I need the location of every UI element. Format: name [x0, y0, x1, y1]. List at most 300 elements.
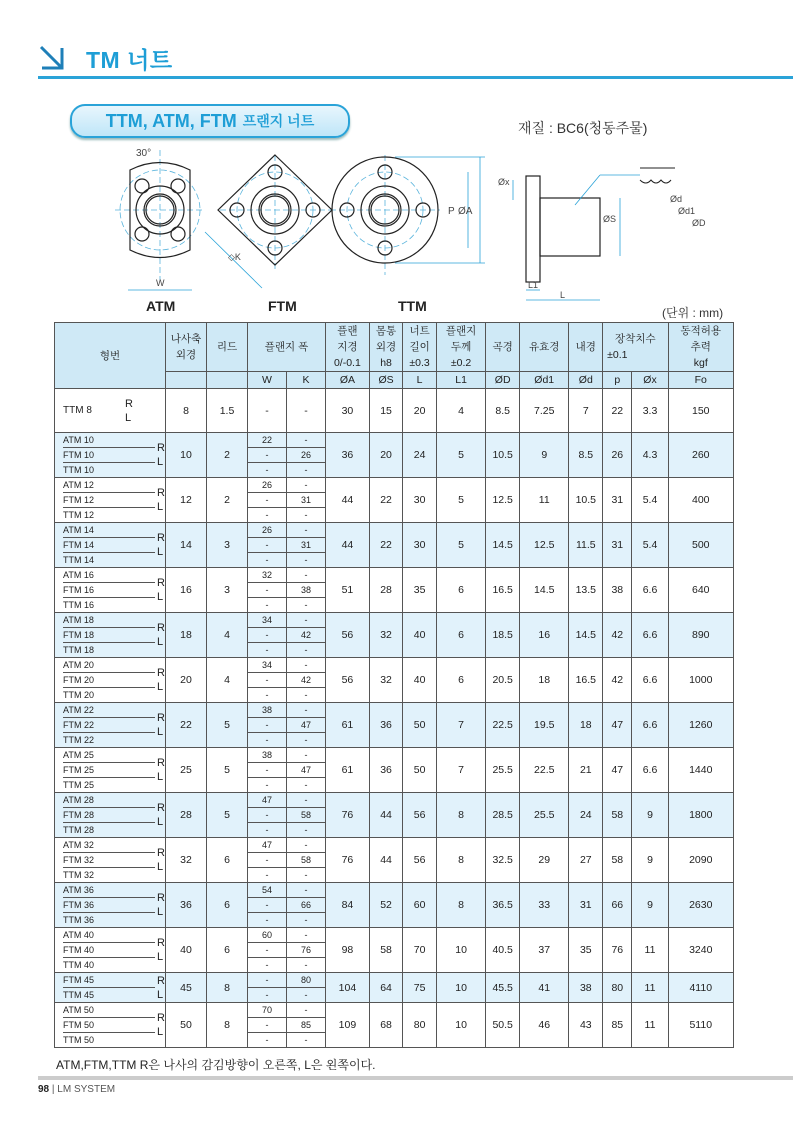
- screw-od-cell: 16: [166, 568, 207, 613]
- model-name: FTM 10: [63, 448, 155, 463]
- subheader-cell: ØD: [486, 372, 520, 389]
- flange-w-value: -: [265, 645, 269, 655]
- mount-x-cell: 11: [632, 973, 668, 1003]
- flange-w-value: 47: [248, 838, 286, 853]
- mount-p-cell: 80: [603, 973, 632, 1003]
- th-load: 동적허용 추력 kgf: [668, 323, 733, 372]
- minor-dia-cell: 21: [569, 748, 603, 793]
- body-od-cell: 28: [369, 568, 402, 613]
- effective-dia-cell: 33: [520, 883, 569, 928]
- thread-direction: L: [157, 951, 164, 963]
- lead-cell: 6: [207, 883, 248, 928]
- nut-length-cell: 75: [403, 973, 437, 1003]
- major-dia-cell: 22.5: [486, 703, 520, 748]
- mount-p-cell: 38: [603, 568, 632, 613]
- label-ttm: TTM: [398, 298, 427, 314]
- body-od-cell: 36: [369, 748, 402, 793]
- minor-dia-cell: 11.5: [569, 523, 603, 568]
- mount-x-cell: 6.6: [632, 748, 668, 793]
- lead-cell: 6: [207, 838, 248, 883]
- effective-dia-cell: 14.5: [520, 568, 569, 613]
- model-name: ATM 32: [63, 838, 155, 853]
- table-row: [55, 478, 734, 523]
- lead-cell: 3: [207, 568, 248, 613]
- flange-k-value: -: [287, 478, 325, 493]
- thread-direction: L: [157, 501, 164, 513]
- table-row: [55, 1003, 734, 1048]
- flange-k-value: -: [304, 600, 308, 610]
- load-cell: 3240: [668, 928, 733, 973]
- table-row: [55, 748, 734, 793]
- major-dia-cell: 14.5: [486, 523, 520, 568]
- mount-x-cell: 5.4: [632, 523, 668, 568]
- model-cell: [55, 973, 166, 1003]
- model-name: ATM 50: [63, 1003, 155, 1018]
- flange-w-value: -: [248, 583, 286, 598]
- effective-dia-cell: 19.5: [520, 703, 569, 748]
- screw-od-cell: 28: [166, 793, 207, 838]
- flange-w-cell: [248, 928, 287, 973]
- mount-x-cell: 9: [632, 883, 668, 928]
- screw-od-cell: 50: [166, 1003, 207, 1048]
- flange-k-cell: [287, 703, 326, 748]
- subheader-cell: L: [403, 372, 437, 389]
- nut-length-cell: 80: [403, 1003, 437, 1048]
- flange-dia-cell: 56: [326, 613, 370, 658]
- screw-od-cell: 12: [166, 478, 207, 523]
- flange-w-cell: [248, 793, 287, 838]
- mount-x-cell: 6.6: [632, 568, 668, 613]
- flange-w-value: -: [248, 898, 286, 913]
- flange-dia-cell: 109: [326, 1003, 370, 1048]
- flange-k-value: -: [287, 433, 325, 448]
- flange-k-value: -: [287, 568, 325, 583]
- lead-cell: 8: [207, 973, 248, 1003]
- th-flange-thk: 플랜지 두께 ±0.2: [436, 323, 485, 372]
- mount-x-cell: 11: [632, 928, 668, 973]
- flange-w-value: -: [265, 510, 269, 520]
- flange-k-value: -: [287, 703, 325, 718]
- flange-w-cell: [248, 568, 287, 613]
- page-title: TM 너트: [86, 46, 173, 73]
- table-row: [55, 613, 734, 658]
- load-cell: 260: [668, 433, 733, 478]
- load-cell: 890: [668, 613, 733, 658]
- table-row: [55, 928, 734, 973]
- flange-w-cell: [248, 883, 287, 928]
- flange-thk-cell: 8: [436, 883, 485, 928]
- flange-k-cell: [287, 838, 326, 883]
- flange-k-cell: [287, 433, 326, 478]
- flange-k-cell: [287, 613, 326, 658]
- flange-k-value: -: [304, 1035, 308, 1045]
- flange-w-value: -: [248, 673, 286, 688]
- model-name: TTM 40: [63, 960, 95, 970]
- th-flange-dia: 플랜 지경 0/-0.1: [326, 323, 370, 372]
- flange-dia-cell: 104: [326, 973, 370, 1003]
- model-cell: [55, 523, 166, 568]
- minor-dia-cell: 18: [569, 703, 603, 748]
- mount-p-cell: 42: [603, 658, 632, 703]
- subheader-cell: L1: [436, 372, 485, 389]
- header-divider: [38, 76, 793, 79]
- flange-w-cell: [248, 838, 287, 883]
- minor-dia-cell: 27: [569, 838, 603, 883]
- screw-od-cell: 36: [166, 883, 207, 928]
- table-row: [55, 703, 734, 748]
- model-name: FTM 16: [63, 583, 155, 598]
- major-dia-cell: 25.5: [486, 748, 520, 793]
- model-name: ATM 36: [63, 883, 155, 898]
- flange-w-value: 34: [248, 613, 286, 628]
- thread-profile: [640, 168, 675, 183]
- body-od-cell: 44: [369, 838, 402, 883]
- mount-p-cell: 47: [603, 703, 632, 748]
- th-model: 형번: [55, 323, 166, 389]
- mount-x-cell: 6.6: [632, 658, 668, 703]
- thread-direction: L: [157, 681, 164, 693]
- model-name: ATM 14: [63, 523, 155, 538]
- model-name: ATM 12: [63, 478, 155, 493]
- flange-k-value: -: [287, 1003, 325, 1018]
- model-name: TTM 8: [63, 404, 92, 416]
- thread-direction: R: [157, 937, 165, 949]
- flange-w-value: 38: [248, 748, 286, 763]
- minor-dia-cell: 43: [569, 1003, 603, 1048]
- flange-k-cell: [287, 883, 326, 928]
- flange-k-value: -: [287, 793, 325, 808]
- model-name: ATM 18: [63, 613, 155, 628]
- model-name: ATM 10: [63, 433, 155, 448]
- thread-direction: L: [157, 988, 164, 1001]
- thread-direction: L: [157, 1026, 164, 1038]
- load-cell: 2090: [668, 838, 733, 883]
- effective-dia-cell: 25.5: [520, 793, 569, 838]
- mount-x-cell: 6.6: [632, 613, 668, 658]
- flange-k-value: -: [287, 883, 325, 898]
- thread-direction: L: [157, 591, 164, 603]
- load-cell: 1800: [668, 793, 733, 838]
- subheader-cell: ØS: [369, 372, 402, 389]
- model-cell: [55, 389, 166, 433]
- screw-od-cell: 10: [166, 433, 207, 478]
- model-cell: [55, 928, 166, 973]
- flange-w-value: -: [265, 780, 269, 790]
- th-lead: 리드: [207, 323, 248, 372]
- model-cell: [55, 433, 166, 478]
- flange-w-value: 26: [248, 523, 286, 538]
- subheader-cell: ØA: [326, 372, 370, 389]
- flange-k-cell: [287, 658, 326, 703]
- flange-k-value: -: [304, 645, 308, 655]
- mount-p-cell: 85: [603, 1003, 632, 1048]
- mount-p-cell: 26: [603, 433, 632, 478]
- model-name: FTM 22: [63, 718, 155, 733]
- effective-dia-cell: 12.5: [520, 523, 569, 568]
- major-dia-cell: 36.5: [486, 883, 520, 928]
- table-row: [55, 658, 734, 703]
- major-dia-cell: 16.5: [486, 568, 520, 613]
- flange-dia-cell: 44: [326, 478, 370, 523]
- model-cell: [55, 478, 166, 523]
- flange-k-value: -: [304, 990, 308, 1000]
- model-cell: [55, 658, 166, 703]
- model-name: ATM 16: [63, 568, 155, 583]
- flange-w-cell: [248, 613, 287, 658]
- unit-label: (단위 : mm): [662, 306, 724, 320]
- side-view: [526, 176, 600, 282]
- dim-d1: Ød1: [678, 206, 696, 216]
- body-od-cell: 64: [369, 973, 402, 1003]
- screw-od-cell: 14: [166, 523, 207, 568]
- table-row: [55, 793, 734, 838]
- model-name: TTM 28: [63, 825, 95, 835]
- flange-thk-cell: 8: [436, 793, 485, 838]
- flange-k-value: 47: [287, 763, 325, 778]
- table-row: [55, 523, 734, 568]
- flange-k-cell: [287, 568, 326, 613]
- flange-w-value: 26: [248, 478, 286, 493]
- thread-direction: L: [157, 636, 164, 648]
- flange-k-value: -: [304, 780, 308, 790]
- flange-k-value: -: [304, 915, 308, 925]
- flange-k-cell: [287, 389, 326, 433]
- dim-a: ØA: [458, 206, 473, 217]
- thread-direction: R: [157, 532, 165, 544]
- brand-name: LM SYSTEM: [57, 1084, 116, 1095]
- mount-x-cell: 4.3: [632, 433, 668, 478]
- flange-thk-cell: 7: [436, 703, 485, 748]
- thread-direction: R: [157, 442, 165, 454]
- screw-od-cell: 40: [166, 928, 207, 973]
- flange-k-cell: [287, 928, 326, 973]
- major-dia-cell: 28.5: [486, 793, 520, 838]
- minor-dia-cell: 35: [569, 928, 603, 973]
- section-title-en: TTM, ATM, FTM: [105, 110, 237, 131]
- flange-k-value: -: [304, 870, 308, 880]
- thread-direction: R: [157, 1012, 165, 1024]
- flange-w-value: -: [248, 808, 286, 823]
- mount-p-cell: 47: [603, 748, 632, 793]
- flange-thk-cell: 10: [436, 973, 485, 1003]
- flange-k-value: 85: [287, 1018, 325, 1033]
- model-name: FTM 12: [63, 493, 155, 508]
- thread-direction: R: [157, 487, 165, 499]
- thread-direction: L: [157, 816, 164, 828]
- mount-p-cell: 66: [603, 883, 632, 928]
- flange-k-value: -: [304, 465, 308, 475]
- page-footer: 98 | LM SYSTEM: [38, 1084, 116, 1095]
- lead-cell: 2: [207, 478, 248, 523]
- flange-dia-cell: 61: [326, 748, 370, 793]
- dim-D: ØD: [692, 218, 706, 228]
- effective-dia-cell: 9: [520, 433, 569, 478]
- model-name: ATM 22: [63, 703, 155, 718]
- nut-length-cell: 35: [403, 568, 437, 613]
- flange-k-value: -: [287, 523, 325, 538]
- footer-divider: [38, 1076, 793, 1080]
- flange-dia-cell: 56: [326, 658, 370, 703]
- nut-length-cell: 56: [403, 793, 437, 838]
- minor-dia-cell: 13.5: [569, 568, 603, 613]
- model-name: TTM 10: [63, 465, 95, 475]
- flange-thk-cell: 7: [436, 748, 485, 793]
- minor-dia-cell: 31: [569, 883, 603, 928]
- body-od-cell: 36: [369, 703, 402, 748]
- body-od-cell: 68: [369, 1003, 402, 1048]
- thread-direction: R: [125, 397, 133, 410]
- flange-w-value: 34: [248, 658, 286, 673]
- minor-dia-cell: 7: [569, 389, 603, 433]
- mount-x-cell: 11: [632, 1003, 668, 1048]
- flange-k-value: 42: [287, 628, 325, 643]
- load-cell: 4110: [668, 973, 733, 1003]
- model-name: TTM 36: [63, 915, 95, 925]
- thread-direction: R: [157, 802, 165, 814]
- screw-od-cell: 32: [166, 838, 207, 883]
- model-name: TTM 50: [63, 1035, 95, 1045]
- arrow-down-right-icon: [38, 44, 66, 72]
- flange-k-value: -: [304, 404, 308, 417]
- flange-w-cell: [248, 703, 287, 748]
- flange-thk-cell: 5: [436, 478, 485, 523]
- th-body-od: 몸통 외경 h8: [369, 323, 402, 372]
- flange-w-value: -: [265, 690, 269, 700]
- mount-p-cell: 58: [603, 838, 632, 883]
- lead-cell: 1.5: [207, 389, 248, 433]
- page-number: 98: [38, 1084, 50, 1095]
- model-name: TTM 32: [63, 870, 95, 880]
- flange-dia-cell: 51: [326, 568, 370, 613]
- flange-w-value: 22: [248, 433, 286, 448]
- model-cell: [55, 703, 166, 748]
- flange-k-value: -: [304, 825, 308, 835]
- thread-direction: L: [157, 726, 164, 738]
- th-mount: 장착치수 ±0.1: [603, 323, 668, 372]
- screw-od-cell: 25: [166, 748, 207, 793]
- model-name: TTM 22: [63, 735, 95, 745]
- thread-direction: R: [157, 622, 165, 634]
- flange-w-value: -: [265, 915, 269, 925]
- dim-d: Ød: [670, 194, 683, 204]
- flange-w-value: -: [248, 973, 286, 988]
- flange-thk-cell: 5: [436, 433, 485, 478]
- model-cell: [55, 568, 166, 613]
- lead-cell: 4: [207, 613, 248, 658]
- th-minor: 내경: [569, 323, 603, 372]
- subheader-cell: W: [248, 372, 287, 389]
- subheader-cell: p: [603, 372, 632, 389]
- label-atm: ATM: [146, 298, 176, 314]
- body-od-cell: 32: [369, 658, 402, 703]
- flange-w-value: -: [265, 990, 269, 1000]
- flange-k-cell: [287, 748, 326, 793]
- th-flange-width: 플랜지 폭: [248, 323, 326, 372]
- flange-k-value: 31: [287, 538, 325, 553]
- mount-x-cell: 3.3: [632, 389, 668, 433]
- dim-l: L: [560, 290, 566, 300]
- major-dia-cell: 32.5: [486, 838, 520, 883]
- major-dia-cell: 8.5: [486, 389, 520, 433]
- minor-dia-cell: 16.5: [569, 658, 603, 703]
- flange-w-value: 70: [248, 1003, 286, 1018]
- mount-p-cell: 42: [603, 613, 632, 658]
- page-header: [38, 38, 173, 78]
- load-cell: 5110: [668, 1003, 733, 1048]
- flange-w-value: 38: [248, 703, 286, 718]
- material-label: 재질 : BC6(청동주물): [518, 120, 648, 136]
- flange-k-value: 47: [287, 718, 325, 733]
- model-name: ATM 20: [63, 658, 155, 673]
- flange-k-cell: [287, 478, 326, 523]
- section-title-badge: [70, 104, 350, 138]
- flange-k-value: -: [304, 555, 308, 565]
- nut-length-cell: 24: [403, 433, 437, 478]
- lead-cell: 5: [207, 703, 248, 748]
- body-od-cell: 22: [369, 478, 402, 523]
- flange-w-cell: [248, 523, 287, 568]
- model-cell: [55, 793, 166, 838]
- thread-direction: R: [157, 712, 165, 724]
- load-cell: 640: [668, 568, 733, 613]
- th-screw-od: 나사축 외경: [166, 323, 207, 372]
- flange-w-cell: [248, 478, 287, 523]
- flange-k-value: -: [287, 928, 325, 943]
- flange-k-value: -: [287, 658, 325, 673]
- subheader-cell: Ød1: [520, 372, 569, 389]
- load-cell: 2630: [668, 883, 733, 928]
- flange-k-value: -: [304, 510, 308, 520]
- minor-dia-cell: 38: [569, 973, 603, 1003]
- flange-w-value: -: [248, 763, 286, 778]
- nut-length-cell: 30: [403, 523, 437, 568]
- flange-thk-cell: 8: [436, 838, 485, 883]
- mount-x-cell: 5.4: [632, 478, 668, 523]
- flange-k-cell: [287, 1003, 326, 1048]
- flange-w-value: 47: [248, 793, 286, 808]
- dim-angle: 30°: [136, 148, 152, 159]
- table-row: [55, 389, 734, 433]
- effective-dia-cell: 18: [520, 658, 569, 703]
- model-name: FTM 28: [63, 808, 155, 823]
- minor-dia-cell: 8.5: [569, 433, 603, 478]
- flange-w-value: -: [265, 465, 269, 475]
- screw-od-cell: 18: [166, 613, 207, 658]
- table-row: [55, 973, 734, 1003]
- mount-x-cell: 9: [632, 793, 668, 838]
- effective-dia-cell: 11: [520, 478, 569, 523]
- effective-dia-cell: 16: [520, 613, 569, 658]
- thread-direction: L: [157, 456, 164, 468]
- flange-w-value: -: [265, 960, 269, 970]
- major-dia-cell: 45.5: [486, 973, 520, 1003]
- flange-k-value: -: [287, 748, 325, 763]
- flange-thk-cell: 6: [436, 613, 485, 658]
- flange-w-value: -: [248, 1018, 286, 1033]
- model-name: FTM 50: [63, 1018, 155, 1033]
- body-od-cell: 44: [369, 793, 402, 838]
- major-dia-cell: 20.5: [486, 658, 520, 703]
- lead-cell: 2: [207, 433, 248, 478]
- model-cell: [55, 838, 166, 883]
- effective-dia-cell: 46: [520, 1003, 569, 1048]
- model-cell: [55, 883, 166, 928]
- subheader-cell: Øx: [632, 372, 668, 389]
- major-dia-cell: 10.5: [486, 433, 520, 478]
- major-dia-cell: 18.5: [486, 613, 520, 658]
- flange-k-value: -: [304, 735, 308, 745]
- lead-cell: 4: [207, 658, 248, 703]
